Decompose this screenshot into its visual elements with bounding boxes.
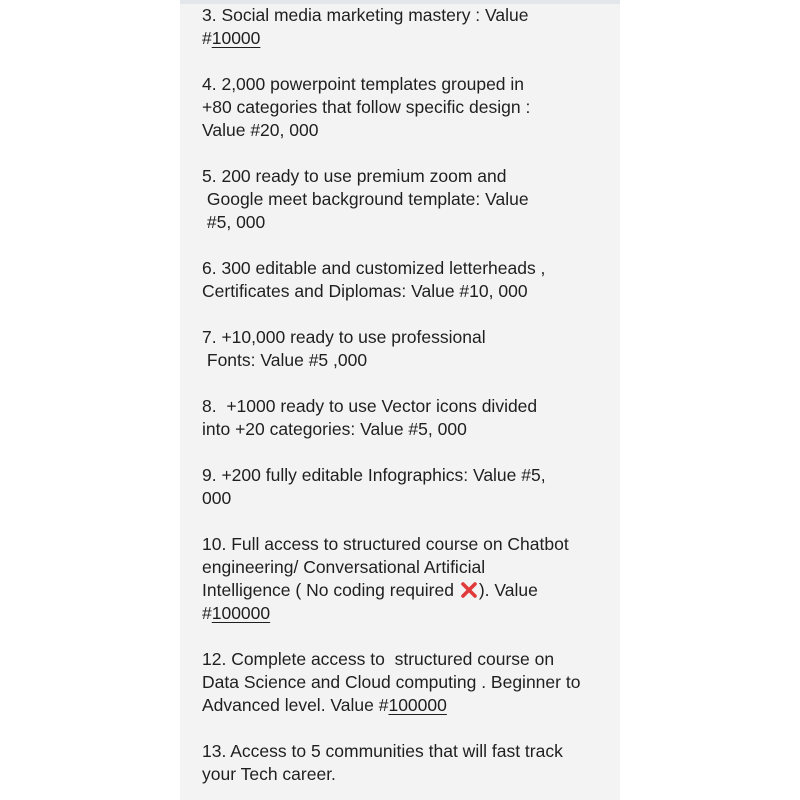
list-item-line — [202, 27, 612, 50]
list-item-line: 6. 300 editable and customized letterheads , — [202, 258, 546, 278]
list-item — [202, 257, 612, 303]
cross-mark-icon — [460, 581, 478, 599]
list-item-line: 13. Access to 5 communities that will fast track — [202, 741, 563, 761]
list-item-line: Google meet background template: Value — [202, 189, 529, 209]
line-text: Intelligence ( No coding required — [202, 580, 459, 600]
list-item — [202, 464, 612, 510]
underlined-amount: 100000 — [388, 695, 447, 715]
list-item-line: 8. +1000 ready to use Vector icons divided — [202, 396, 538, 416]
list-item-line: Data Science and Cloud computing . Beginner to — [202, 672, 581, 692]
underlined-amount: 10000 — [211, 28, 261, 48]
list-item — [202, 533, 612, 625]
list-item-line: your Tech career. — [202, 764, 336, 784]
message-panel — [180, 0, 620, 800]
line-text: ). Value — [478, 580, 538, 600]
list-item-line: 7. +10,000 ready to use professional — [202, 327, 486, 347]
line-text: # — [202, 28, 212, 48]
list-item-line: 9. +200 fully editable Infographics: Value #5, — [202, 465, 546, 485]
list-item-line: 3. Social media marketing mastery : Value — [202, 5, 529, 25]
list-item-line: Value #20, 000 — [202, 120, 319, 140]
line-text: # — [202, 603, 212, 623]
line-text: Advanced level. Value # — [202, 695, 389, 715]
message-body — [202, 4, 612, 786]
list-item — [202, 326, 612, 372]
list-item — [202, 395, 612, 441]
list-item-line: into +20 categories: Value #5, 000 — [202, 419, 467, 439]
list-item — [202, 165, 612, 234]
list-item-line — [202, 602, 612, 625]
list-item-line: engineering/ Conversational Artificial — [202, 557, 486, 577]
list-item — [202, 740, 612, 786]
list-item — [202, 648, 612, 717]
list-item-line: Certificates and Diplomas: Value #10, 000 — [202, 281, 528, 301]
list-item-line: +80 categories that follow specific design : — [202, 97, 531, 117]
list-item-line: #5, 000 — [202, 212, 266, 232]
underlined-amount: 100000 — [211, 603, 271, 623]
list-item-line: 10. Full access to structured course on Chatbot — [202, 534, 569, 554]
list-item-line: 12. Complete access to structured course on — [202, 649, 555, 669]
list-item-line — [202, 579, 612, 602]
list-item — [202, 4, 612, 50]
list-item-line: 4. 2,000 powerpoint templates grouped in — [202, 74, 525, 94]
list-item-line — [202, 694, 612, 717]
list-item-line: 5. 200 ready to use premium zoom and — [202, 166, 507, 186]
list-item — [202, 73, 612, 142]
list-item-line: 000 — [202, 488, 232, 508]
list-item-line: Fonts: Value #5 ,000 — [202, 350, 368, 370]
